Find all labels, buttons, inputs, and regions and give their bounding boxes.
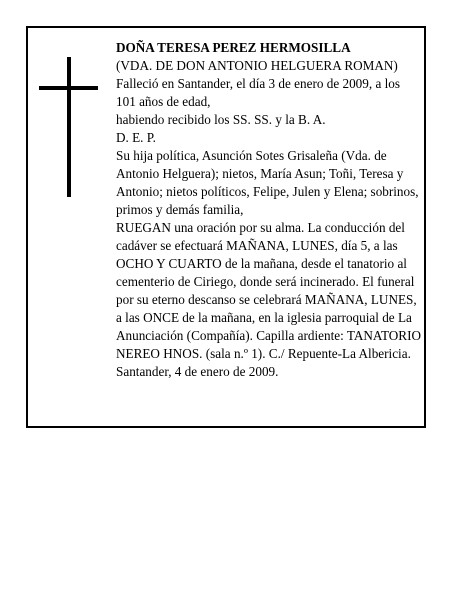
cross-horizontal-bar: [39, 86, 98, 90]
obituary-notice: [26, 26, 426, 428]
notice-text: [116, 39, 421, 381]
widow-of: (VDA. DE DON ANTONIO HELGUERA ROMAN): [116, 58, 398, 73]
sacraments-line: habiendo recibido los SS. SS. y la B. A.: [116, 112, 326, 127]
rip-line: D. E. P.: [116, 130, 156, 145]
notice-date: Santander, 4 de enero de 2009.: [116, 364, 279, 379]
family-list: Su hija política, Asunción Sotes Grisaleña (Vda. de Antonio Helguera); nietos, María Asun; Toñi, Teresa y Antonio; nietos políticos, Felipe, Julen y Elena; sobrinos, primos y demás familia,: [116, 148, 419, 217]
cross-vertical-bar: [67, 57, 71, 197]
death-details: Falleció en Santander, el día 3 de enero de 2009, a los 101 años de edad,: [116, 76, 401, 109]
service-details: RUEGAN una oración por su alma. La conducción del cadáver se efectuará MAÑANA, LUNES, día 5, a las OCHO Y CUARTO de la mañana, desde el tanatorio al cementerio de Ciriego, donde será incinerado. El funeral por su eterno descanso se celebrará MAÑANA, LUNES, a las ONCE de la mañana, en la iglesia parroquial de La Anunciación (Compañía). Capilla ardiente: TANATORIO NEREO HNOS. (sala n.º 1). C./ Repuente-La Albericia.: [116, 220, 421, 361]
deceased-name: DOÑA TERESA PEREZ HERMOSILLA: [116, 40, 351, 55]
